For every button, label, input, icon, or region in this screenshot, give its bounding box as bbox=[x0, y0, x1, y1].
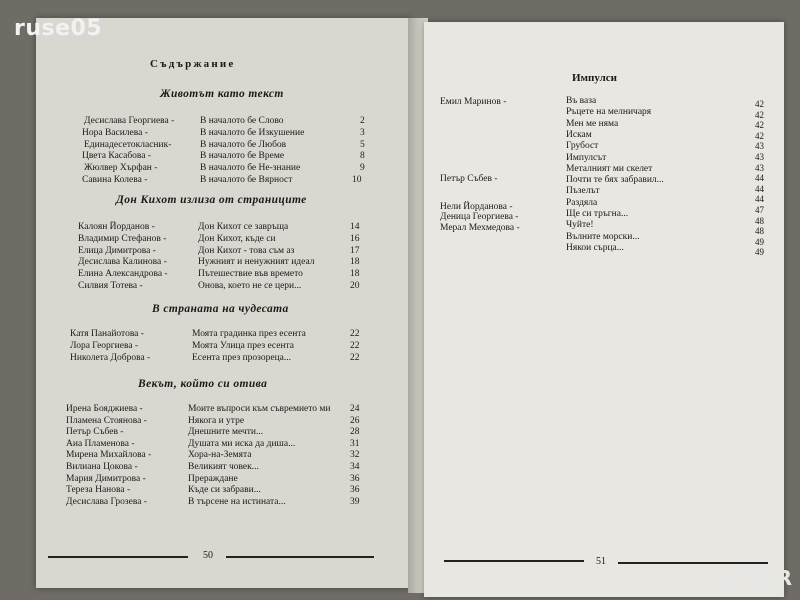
entry-author: Калоян Йорданов - bbox=[78, 222, 155, 232]
entry-page-number: 10 bbox=[352, 175, 362, 185]
entry-title: Моята градинка през есента bbox=[192, 329, 306, 339]
entry-title: Есента през прозореца... bbox=[192, 352, 292, 363]
impulses-author: Петър Събев - bbox=[440, 174, 498, 184]
footer-rule-right-b bbox=[618, 562, 768, 564]
entry-page-number: 14 bbox=[350, 222, 360, 232]
section-title: Векът, който си отива bbox=[138, 378, 268, 390]
entry-title: Дон Кихот се завръща bbox=[198, 222, 289, 232]
entry-title: В търсене на истината... bbox=[188, 496, 286, 507]
entry-author: Владимир Стефанов - bbox=[78, 233, 167, 244]
entry-page-number: 39 bbox=[350, 496, 360, 507]
entry-page-number: 17 bbox=[350, 245, 360, 256]
entry-author: Елина Александрова - bbox=[78, 269, 168, 280]
section-title: Животът като текст bbox=[160, 88, 284, 100]
impulses-title: Раздяла bbox=[566, 197, 598, 208]
impulses-heading: Импулси bbox=[572, 72, 618, 84]
entry-title: Къде си забрави... bbox=[188, 485, 261, 496]
impulses-author: Мерал Мехмедова - bbox=[440, 223, 520, 233]
entry-page-number: 24 bbox=[350, 404, 360, 414]
entry-author: Тереза Нанова - bbox=[66, 485, 131, 496]
entry-page-number: 18 bbox=[350, 269, 360, 280]
impulses-title: Въ ваза bbox=[566, 96, 597, 106]
impulses-title: Ръцете на мелничаря bbox=[566, 107, 652, 118]
entry-title: Прераждане bbox=[188, 473, 238, 484]
impulses-page-number: 44 bbox=[755, 183, 764, 194]
impulses-page-number: 43 bbox=[755, 162, 764, 173]
entry-author: Жюлвер Хърфан - bbox=[84, 163, 158, 174]
entry-page-number: 9 bbox=[360, 163, 365, 174]
entry-title: Дон Кихот, къде си bbox=[198, 233, 276, 244]
impulses-page-number: 47 bbox=[755, 205, 764, 215]
entry-title: Хора-на-Земята bbox=[188, 450, 252, 461]
entry-title: Пътешествие във времето bbox=[198, 269, 303, 280]
entry-author: Лора Георгиева - bbox=[70, 340, 139, 351]
entry-title: Моите въпроси към съвремието ми bbox=[188, 404, 331, 414]
entry-title: Онова, което не се цери... bbox=[198, 281, 302, 291]
impulses-page-number: 49 bbox=[755, 247, 764, 258]
impulses-title: Металният ми скелет bbox=[566, 163, 653, 174]
entry-title: В началото бе Вярност bbox=[200, 175, 293, 185]
impulses-page-number: 43 bbox=[755, 152, 764, 162]
entry-author: Силвия Тотева - bbox=[78, 281, 143, 291]
entry-author: Петър Събев - bbox=[66, 427, 124, 438]
entry-page-number: 5 bbox=[360, 139, 365, 150]
impulses-title: Чуйте! bbox=[566, 220, 594, 231]
entry-page-number: 22 bbox=[350, 352, 360, 363]
impulses-page-number: 43 bbox=[755, 141, 764, 152]
entry-title: Някога и утре bbox=[188, 415, 245, 426]
entry-author: Мария Димитрова - bbox=[66, 473, 146, 484]
entry-page-number: 22 bbox=[350, 340, 360, 351]
entry-page-number: 32 bbox=[350, 450, 360, 461]
entry-author: Цвета Касабова - bbox=[82, 151, 152, 162]
footer-rule-right-a bbox=[444, 560, 584, 562]
impulses-page-number: 48 bbox=[755, 226, 764, 237]
impulses-title: Мен ме няма bbox=[566, 118, 619, 129]
impulses-title: Вълните морски... bbox=[566, 231, 640, 242]
entry-page-number: 28 bbox=[350, 427, 360, 438]
entry-author: Десислава Грозева - bbox=[66, 496, 147, 507]
entry-title: В началото бе Слово bbox=[200, 116, 284, 126]
entry-author: Ирена Бояджиева - bbox=[66, 404, 143, 414]
entry-title: В началото бе Време bbox=[200, 151, 285, 162]
impulses-page-number: 48 bbox=[755, 215, 764, 226]
entry-page-number: 3 bbox=[360, 127, 365, 138]
entry-title: В началото бе Не-знание bbox=[200, 163, 301, 174]
entry-author: Катя Панайотова - bbox=[70, 329, 144, 339]
entry-author: Савина Колева - bbox=[82, 175, 148, 185]
entry-author: Елица Димитрова - bbox=[78, 245, 156, 256]
impulses-page-number: 42 bbox=[755, 109, 764, 120]
impulses-title: Импулсът bbox=[566, 152, 607, 163]
entry-title: Великият човек... bbox=[188, 462, 259, 472]
entry-page-number: 36 bbox=[350, 473, 360, 484]
entry-title: Нужният и ненужният идеал bbox=[198, 257, 315, 268]
impulses-page-number: 44 bbox=[755, 173, 764, 184]
entry-author: Десислава Калинова - bbox=[78, 257, 167, 268]
impulses-title: Грубост bbox=[566, 141, 599, 152]
page-number-left: 50 bbox=[203, 550, 213, 561]
entry-author: Пламена Стоянова - bbox=[66, 415, 147, 426]
impulses-author: Емил Маринов - bbox=[440, 97, 507, 107]
entry-page-number: 36 bbox=[350, 485, 360, 496]
entry-page-number: 31 bbox=[350, 438, 360, 449]
footer-rule-left-a bbox=[48, 556, 188, 558]
entry-author: Единадесетокласник- bbox=[84, 139, 172, 150]
impulses-page-number: 42 bbox=[755, 120, 764, 131]
contents-heading: Съдържание bbox=[150, 58, 236, 70]
entry-author: Десислава Георгиева - bbox=[84, 116, 175, 126]
footer-rule-left-b bbox=[226, 556, 374, 558]
entry-title: В началото бе Любов bbox=[200, 139, 287, 150]
impulses-title: Пъзелът bbox=[566, 186, 600, 197]
bazar-logo: BAZAR bbox=[715, 566, 792, 590]
impulses-title: Почти те бях забравил... bbox=[566, 175, 664, 186]
entry-page-number: 18 bbox=[350, 257, 360, 268]
entry-author: Аиа Пламенова - bbox=[66, 438, 135, 449]
impulses-page-number: 49 bbox=[755, 236, 764, 247]
impulses-page-number: 42 bbox=[755, 130, 764, 141]
entry-page-number: 26 bbox=[350, 415, 360, 426]
entry-page-number: 22 bbox=[350, 329, 360, 339]
entry-title: Моята Улица през есента bbox=[192, 340, 295, 351]
page-number-right: 51 bbox=[596, 556, 606, 567]
entry-author: Николета Доброва - bbox=[70, 352, 151, 363]
entry-author: Вилиана Цокова - bbox=[66, 462, 138, 472]
entry-author: Нора Василева - bbox=[82, 127, 148, 138]
entry-page-number: 20 bbox=[350, 281, 360, 291]
impulses-author: Нели Йорданова - bbox=[440, 202, 513, 212]
entry-page-number: 2 bbox=[360, 116, 365, 126]
entry-title: Днешните мечти... bbox=[188, 427, 264, 438]
impulses-page-number: 42 bbox=[755, 99, 764, 109]
entry-title: В началото бе Изкушение bbox=[200, 127, 305, 138]
impulses-page-number: 44 bbox=[755, 194, 764, 205]
watermark-text: ruse05 bbox=[14, 16, 103, 41]
impulses-author: Деница Георгиева - bbox=[440, 212, 519, 222]
impulses-title: Някои сърца... bbox=[566, 242, 624, 253]
impulses-title: Ще си тръгна... bbox=[566, 209, 629, 219]
entry-title: Дон Кихот - това съм аз bbox=[198, 245, 295, 256]
impulses-title: Искам bbox=[566, 129, 592, 140]
entry-author: Мирена Михайлова - bbox=[66, 450, 152, 461]
section-title: Дон Кихот излиза от страниците bbox=[116, 194, 307, 206]
entry-page-number: 16 bbox=[350, 233, 360, 244]
section-title: В страната на чудесата bbox=[152, 303, 289, 315]
entry-page-number: 34 bbox=[350, 462, 360, 472]
entry-page-number: 8 bbox=[360, 151, 365, 162]
entry-title: Душата ми иска да диша... bbox=[188, 438, 296, 449]
